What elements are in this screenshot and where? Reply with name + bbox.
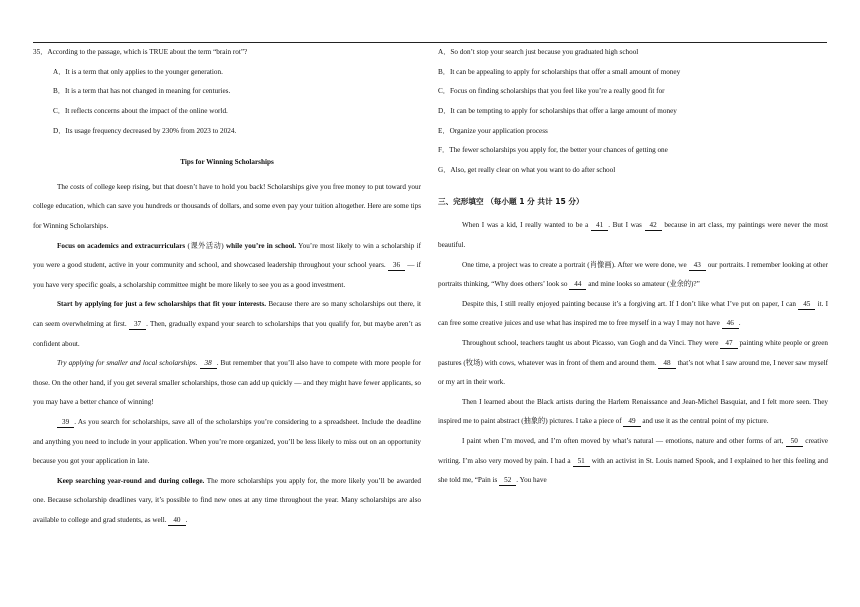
blank-46: 46 (722, 319, 739, 329)
c6-c: with an activist in St. Louis named Spook, and I explained to her this feeling and she told me, “Pain is (438, 456, 828, 485)
cloze-paragraph-6 (438, 432, 828, 491)
c5-a: Then I learned about the Black artists during the Harlem Renaissance and Jean-Michel Basquiat, and I felt more seen. They inspired me to paint abstract (抽象的) pictures. I take a piece of (438, 397, 828, 426)
blank-47: 47 (720, 339, 737, 349)
p2-heading: Focus on academics and extracurriculars (57, 241, 186, 250)
c4-b: painting white people or green pastures (牧场) with cows, whatever was in front of them and around them. (438, 339, 828, 367)
article-paragraph-4 (33, 354, 421, 413)
c2-b: our portraits. I remember looking at other portraits thinking, “Why does others’ look so (438, 260, 828, 289)
p6-heading: Keep searching year-round and during college. (57, 476, 205, 485)
choice-e: E．Organize your application process (438, 126, 548, 135)
c6-a: I paint when I’m moved, and I’m often moved by what’s natural — emotions, nature and other forms of art, (462, 437, 786, 446)
c4-c: that’s not what I saw around me, I never saw myself or my art in their work. (438, 358, 828, 387)
question-35-option-a: A．It is a term that only applies to the younger generation. (53, 67, 223, 76)
p2-cn-note: (课外活动) (185, 241, 226, 250)
c3-b: it. I can free some creative juices and use what has inspired me to free myself in a way I may not have (438, 299, 828, 328)
blank-43: 43 (689, 261, 706, 271)
blank-39: 39 (57, 418, 74, 428)
p6-end: . (185, 515, 188, 524)
blank-36: 36 (388, 261, 405, 271)
cloze-paragraph-2 (438, 256, 828, 295)
c3-a: Despite this, I still really enjoyed painting because it’s a forgiving art. If I don’t like what I’ve put on paper, I can (462, 299, 799, 308)
blank-50: 50 (786, 437, 803, 447)
blank-40: 40 (168, 516, 185, 526)
c2-c: and mine looks so amateur (业余的)?” (586, 280, 700, 289)
choice-b: B．It can be appealing to apply for scholarships that offer a small amount of money (438, 67, 681, 76)
c1-c: because in art class, my paintings were never the most beautiful. (438, 221, 828, 250)
choice-g: G．Also, get really clear on what you want to do after school (438, 165, 616, 174)
p6-text-a: The more scholarships you apply for, the more likely you’ll be awarded one. Because scholarship deadlines vary, it’s possible to find new ones at any time throughout the year. Many scholarships are also available to college and grad students, as well. (33, 476, 421, 524)
question-35-option-c: C．It reflects concerns about the impact of the online world. (53, 106, 228, 115)
blank-49: 49 (623, 417, 640, 427)
cloze-paragraph-5 (438, 393, 828, 432)
blank-38: 38 (200, 359, 217, 369)
p2-heading-2: while you’re in school. (225, 241, 297, 250)
blank-42: 42 (645, 221, 662, 231)
c5-b: and use it as the central point of my picture. (640, 417, 769, 426)
blank-51: 51 (573, 457, 590, 467)
c6-d: . You have (516, 476, 547, 485)
blank-44: 44 (569, 280, 586, 290)
blank-37: 37 (129, 320, 146, 330)
header-rule (33, 42, 827, 43)
p3-text-a: Because there are so many scholarships out there, it can seem overwhelming at first. (33, 300, 421, 328)
article-title: Tips for Winning Scholarships (180, 158, 274, 167)
choice-d: D．It can be tempting to apply for scholarships that offer a large amount of money (438, 106, 677, 115)
question-35-option-d: D．Its usage frequency decreased by 230% from 2023 to 2024. (53, 126, 237, 135)
article-paragraph-1: The costs of college keep rising, but that doesn’t have to hold you back! Scholarships give you free money to put toward your college education, which can save you hundreds or thousands of dollars, and some even pay your tuition altogether. Here are some tips for Winning Scholarships. (33, 182, 421, 231)
question-35-option-b: B．It is a term that has not changed in meaning for centuries. (53, 87, 231, 96)
p3-text-b: . Then, gradually expand your search to scholarships that you qualify for, but maybe aren’t as confident about. (33, 320, 421, 348)
p2-text-a: You’re most likely to win a scholarship if you were a good student, active in your community and school, and showcased leadership throughout your school years. (33, 241, 421, 270)
cloze-paragraph-1 (438, 216, 828, 255)
cloze-paragraph-3 (438, 295, 828, 334)
choice-a: A．So don’t stop your search just because you graduated high school (438, 48, 639, 56)
choice-c: C．Focus on finding scholarships that you feel like you’re a really good fit for (438, 87, 665, 96)
p5-text: . As you search for scholarships, save all of the scholarships you’re considering to a spreadsheet. Include the deadline and anything you need to include in your application. When you’re more organized, you’ll be less likely to miss out on an opportunity because you got your application in late. (33, 417, 421, 466)
left-column (33, 48, 421, 531)
c2-a: One time, a project was to create a portrait (肖像画). After we were done, we (462, 260, 689, 269)
c1-b: . But I was (608, 221, 645, 230)
question-35-stem: 35．According to the passage, which is TRUE about the term “brain rot”? (33, 48, 248, 56)
blank-45: 45 (798, 300, 815, 310)
blank-48: 48 (658, 359, 675, 369)
c4-a: Throughout school, teachers taught us about Picasso, van Gogh and da Vinci. They were (462, 339, 721, 348)
article-paragraph-6 (33, 472, 421, 531)
c3-c: . (738, 319, 741, 328)
p4-text-b: . But remember that you’ll also have to compete with more people for those. On the other hand, if you get several smaller scholarships, those can add up quickly — and they might have fewer applicants, so you may have a better chance of winning! (33, 359, 421, 407)
article-paragraph-3 (33, 295, 421, 354)
section-3-heading: 三、完形填空 （每小题 1 分 共计 15 分） (438, 197, 584, 207)
blank-41: 41 (591, 221, 608, 231)
p4-heading: Try applying for smaller and local scholarships. (57, 359, 198, 368)
c6-b: creative writing. I’m also very moved by pain. I had a (438, 437, 829, 465)
choice-f: F．The fewer scholarships you apply for, the better your chances of getting one (438, 146, 668, 155)
p3-heading: Start by applying for just a few scholarships that fit your interests. (57, 300, 267, 309)
c1-a: When I was a kid, I really wanted to be a (462, 221, 591, 230)
right-column (438, 48, 828, 491)
article-paragraph-2 (33, 237, 421, 296)
p2-text-b: — if you have very specific goals, a scholarship committee might be more likely to see you as a good investment. (33, 261, 421, 289)
blank-52: 52 (499, 476, 516, 486)
article-paragraph-5 (33, 413, 421, 472)
cloze-paragraph-4 (438, 334, 828, 393)
